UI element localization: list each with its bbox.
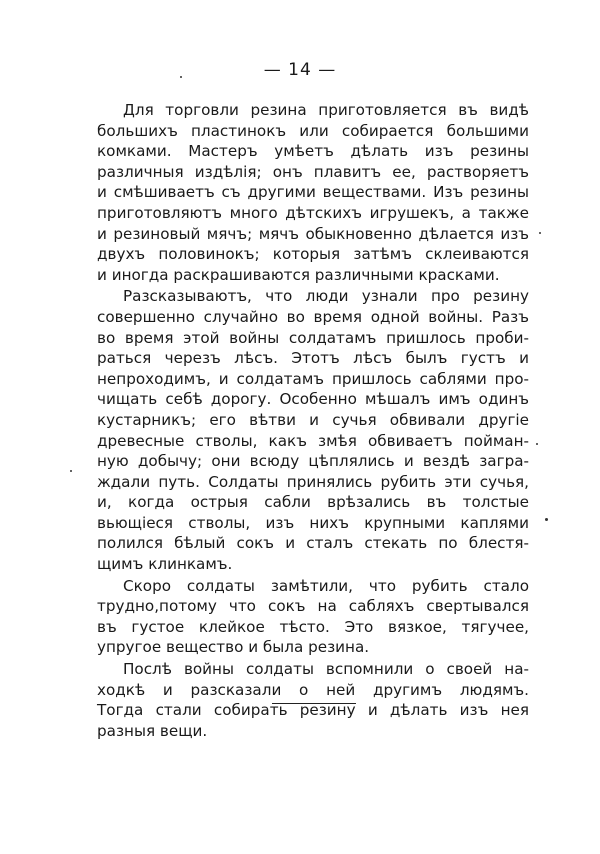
paragraph [97,576,529,658]
text-line: ждали путь. Солдаты принялись рубить эти сучья, [97,472,529,491]
text-line: щимъ клинкамъ. [97,555,233,574]
text-line: комками. Мастеръ умѣетъ дѣлать изъ резины [97,142,529,161]
end-rule [272,703,356,704]
page-number: — 14 — [263,60,337,80]
text-line: Разсказываютъ, что люди узнали про резину [123,287,529,306]
text-line: Для торговли резина приготовляется въ видѣ [123,101,529,119]
paragraph [97,286,529,574]
text-line: совершенно случайно во время одной войны. Разъ [97,307,529,326]
text-line: чищать себѣ дорогу. Особенно мѣшалъ имъ одинъ [97,390,529,409]
text-line: древесные стволы, какъ змѣя обвиваетъ поймaн- [97,431,529,450]
print-speck [180,76,182,78]
print-speck [536,443,538,445]
text-line: ную добычу; они всюду цѣплялись и вездѣ загра- [97,452,529,471]
text-line: различныя издѣлія; онъ плавитъ ее, растворяетъ [97,162,529,181]
text-line: кустарникъ; его вѣтви и сучья обвивали другіе [97,410,529,429]
text-line: и иногда раскрашиваются различными красками. [97,265,500,284]
paragraph [97,659,529,741]
text-line: въ густое клейкое тѣсто. Это вязкое, тягучее, [97,617,529,636]
print-speck [70,470,72,472]
text-line: Скоро солдаты замѣтили, что рубить стало [123,576,529,595]
print-speck [539,232,541,234]
text-line: полился бѣлый сокъ и сталъ стекать по блестя- [97,534,529,553]
text-line: разныя вещи. [97,721,208,740]
text-line: раться черезъ лѣсъ. Этотъ лѣсъ былъ густъ и [97,349,529,368]
text-line: двухъ половинокъ; которыя затѣмъ склеиваются [97,245,529,264]
text-line: и, когда острыя сабли врѣзались въ толстые [97,493,529,512]
text-line: Послѣ войны солдаты вспомнили о своей на- [123,660,529,679]
text-line: приготовляютъ много дѣтскихъ игрушекъ, а также [97,203,529,222]
paragraph [97,100,529,285]
text-line: большихъ пластинокъ или собирается большими [97,121,529,140]
text-line: упругое вещество и была резина. [97,638,370,657]
text-line: трудно,потому что сокъ на сабляхъ свертывался [97,597,529,616]
text-line: во время этой войны солдатамъ пришлось проби- [97,328,529,347]
text-line: вьющіеся стволы, изъ нихъ крупными каплями [97,513,529,532]
text-line: и резиновый мячъ; мячъ обыкновенно дѣлается изъ [97,224,529,243]
text-line: и смѣшиваетъ съ другими веществами. Изъ резины [97,183,529,202]
print-speck [545,518,548,521]
text-line: ходкѣ и разсказали о ней другимъ людямъ. [97,680,529,699]
text-line: Тогда стали собирать резину и дѣлать изъ нея [97,701,529,720]
text-line: непроходимъ, и солдатамъ пришлось саблями про- [97,369,529,388]
body-text [97,100,529,741]
